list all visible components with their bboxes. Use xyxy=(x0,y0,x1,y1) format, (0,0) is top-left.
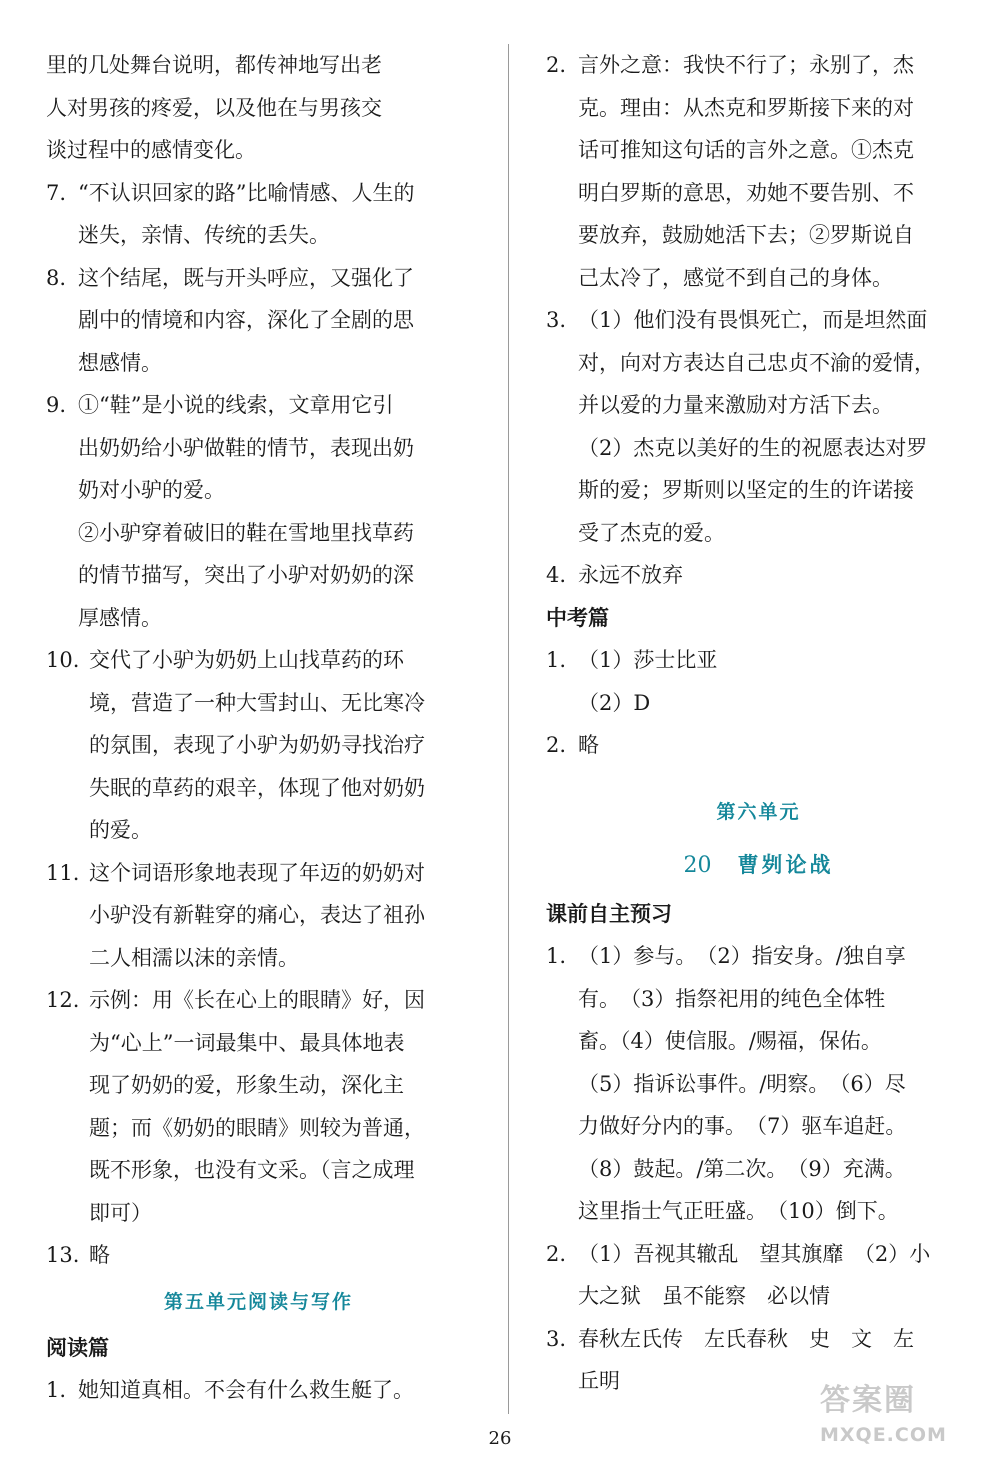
text-line: 有。 （3）指祭祀用的纯色全体牲 xyxy=(578,986,886,1011)
item-number: 1. xyxy=(546,648,567,672)
text-line: 明白罗斯的意思，劝她不要告别、不 xyxy=(578,180,914,205)
text-line: （1）吾视其辙乱 望其旗靡 （2）小 xyxy=(578,1241,931,1266)
text-line: 想感情。 xyxy=(78,350,162,375)
text-line: 略 xyxy=(89,1243,110,1267)
unit5-section-title: 第五单元阅读与写作 xyxy=(163,1290,353,1313)
answer-item-10 xyxy=(46,639,471,852)
answer-item-9 xyxy=(46,384,471,639)
text-line: 出奶奶给小驴做鞋的情节，表现出奶 xyxy=(78,435,414,460)
item-number: 7. xyxy=(46,180,67,205)
text-line: 这个结尾，既与开头呼应，又强化了 xyxy=(78,265,414,290)
text-line: 示例：用《长在心上的眼睛》好，因 xyxy=(89,988,425,1012)
text-line: 现了奶奶的爱，形象生动，深化主 xyxy=(89,1073,404,1097)
text-line: 永远不放弃 xyxy=(578,563,683,587)
watermark-text: 答案圈 xyxy=(820,1383,916,1418)
text-line: （8）鼓起。/第二次。 （9）充满。 xyxy=(578,1156,906,1181)
answer-item-11 xyxy=(46,852,471,980)
exam-item-2 xyxy=(546,724,971,767)
preview-item-1 xyxy=(546,935,971,1233)
text-line: 迷失，亲情、传统的丢失。 xyxy=(78,223,330,247)
text-line: 并以爱的力量来激励对方活下去。 xyxy=(578,393,893,417)
text-line: 言外之意：我快不行了；永别了，杰 xyxy=(578,53,914,77)
text-line: 失眠的草药的艰辛，体现了他对奶奶 xyxy=(89,775,425,800)
preview-item-2 xyxy=(546,1233,971,1318)
item-number: 9. xyxy=(46,393,67,417)
right-column xyxy=(546,44,971,1403)
text-line: 即可） xyxy=(89,1200,152,1225)
item-number: 2. xyxy=(546,53,567,77)
text-line: （2）杰克以美好的生的祝愿表达对罗 xyxy=(578,435,928,460)
text-line: 二人相濡以沫的亲情。 xyxy=(89,945,299,970)
text-line: 要放弃，鼓励她活下去；②罗斯说自 xyxy=(578,223,914,247)
preview-heading: 课前自主预习 xyxy=(546,900,672,926)
text-line: 的情节描写，突出了小驴对奶奶的深 xyxy=(78,563,414,587)
text-line: 略 xyxy=(578,733,599,757)
text-line: 丘明 xyxy=(578,1369,620,1393)
text-line: （2）D xyxy=(578,690,651,715)
reading-item-2 xyxy=(546,44,971,299)
text-line: 既不形象，也没有文采。（言之成理 xyxy=(89,1158,415,1182)
item-number: 1. xyxy=(546,944,567,968)
text-line: 春秋左氏传 左氏春秋 史 文 左 xyxy=(578,1326,914,1351)
item-number: 2. xyxy=(546,733,567,757)
text-line: 她知道真相。不会有什么救生艇了。 xyxy=(78,1378,414,1402)
text-line: ①“鞋”是小说的线索，文章用它引 xyxy=(78,393,394,417)
text-line: 受了杰克的爱。 xyxy=(578,520,725,545)
item-number: 10. xyxy=(46,648,80,672)
column-divider xyxy=(508,44,509,1414)
text-line: （1）参与。 （2）指安身。/独自享 xyxy=(578,944,906,968)
text-line: 小驴没有新鞋穿的痛心，表达了祖孙 xyxy=(89,903,425,927)
text-line: 厚感情。 xyxy=(78,605,162,630)
reading-item-1 xyxy=(46,1369,471,1412)
text-line: （1）莎士比亚 xyxy=(578,648,718,672)
text-line: 境，营造了一种大雪封山、无比寒冷 xyxy=(89,690,425,715)
text-line: 人对男孩的疼爱，以及他在与男孩交 xyxy=(46,95,382,120)
lesson-title xyxy=(546,837,971,893)
text-line: “不认识回家的路”比喻情感、人生的 xyxy=(78,180,415,205)
answer-item-13 xyxy=(46,1234,471,1277)
text-line: 大之狱 虽不能察 必以情 xyxy=(578,1284,830,1308)
text-line: 的爱。 xyxy=(89,818,152,842)
item-number: 4. xyxy=(546,563,567,587)
text-line: （1）他们没有畏惧死亡，而是坦然面 xyxy=(578,308,928,332)
text-line: 话可推知这句话的言外之意。①杰克 xyxy=(578,138,914,162)
unit6-title: 第六单元 xyxy=(716,800,801,823)
text-line: 这个词语形象地表现了年迈的奶奶对 xyxy=(89,860,425,885)
watermark-logo xyxy=(820,1380,995,1460)
text-line: （5）指诉讼事件。/明察。 （6）尽 xyxy=(578,1071,906,1096)
item-number: 3. xyxy=(546,1326,567,1351)
item-number: 13. xyxy=(46,1243,80,1267)
text-line: 畜。（4）使信服。/赐福，保佑。 xyxy=(578,1029,882,1053)
exam-item-1 xyxy=(546,639,971,724)
left-column xyxy=(46,44,471,1412)
text-line: 力做好分内的事。 （7）驱车追赶。 xyxy=(578,1114,907,1138)
text-line: 为“心上”一词最集中、最具体地表 xyxy=(89,1030,405,1055)
item-number: 2. xyxy=(546,1241,567,1266)
text-line: 题；而《奶奶的眼睛》则较为普通， xyxy=(89,1115,425,1140)
text-line: ②小驴穿着破旧的鞋在雪地里找草药 xyxy=(78,520,414,545)
text-line: 里的几处舞台说明，都传神地写出老 xyxy=(46,53,382,77)
item-number: 12. xyxy=(46,988,80,1012)
lesson-name: 曹刿论战 xyxy=(737,852,834,877)
item-number: 8. xyxy=(46,265,67,290)
text-line: 奶对小驴的爱。 xyxy=(78,478,225,502)
answer-item-12 xyxy=(46,979,471,1234)
intro-paragraph xyxy=(46,44,471,172)
reading-heading: 阅读篇 xyxy=(46,1334,109,1360)
text-line: 己太冷了，感觉不到自己的身体。 xyxy=(578,265,893,290)
item-number: 1. xyxy=(46,1378,67,1402)
reading-item-4 xyxy=(546,554,971,597)
page-number: 26 xyxy=(488,1428,512,1449)
text-line: 斯的爱；罗斯则以坚定的生的许诺接 xyxy=(578,478,914,502)
reading-item-3 xyxy=(546,299,971,554)
text-line: 谈过程中的感情变化。 xyxy=(46,138,256,162)
text-line: 这里指士气正旺盛。 （10）倒下。 xyxy=(578,1199,899,1223)
watermark-url: MXQE.COM xyxy=(820,1424,947,1446)
lesson-number: 20 xyxy=(683,852,712,878)
text-line: 对，向对方表达自己忠贞不渝的爱情， xyxy=(578,350,935,375)
text-line: 克。理由：从杰克和罗斯接下来的对 xyxy=(578,95,914,120)
item-number: 3. xyxy=(546,308,567,332)
text-line: 剧中的情境和内容，深化了全剧的思 xyxy=(78,308,414,332)
answer-item-7 xyxy=(46,172,471,257)
exam-heading: 中考篇 xyxy=(546,604,609,630)
item-number: 11. xyxy=(46,860,80,885)
answer-item-8 xyxy=(46,257,471,385)
text-line: 的氛围，表现了小驴为奶奶寻找治疗 xyxy=(89,733,425,757)
text-line: 交代了小驴为奶奶上山找草药的环 xyxy=(89,648,404,672)
